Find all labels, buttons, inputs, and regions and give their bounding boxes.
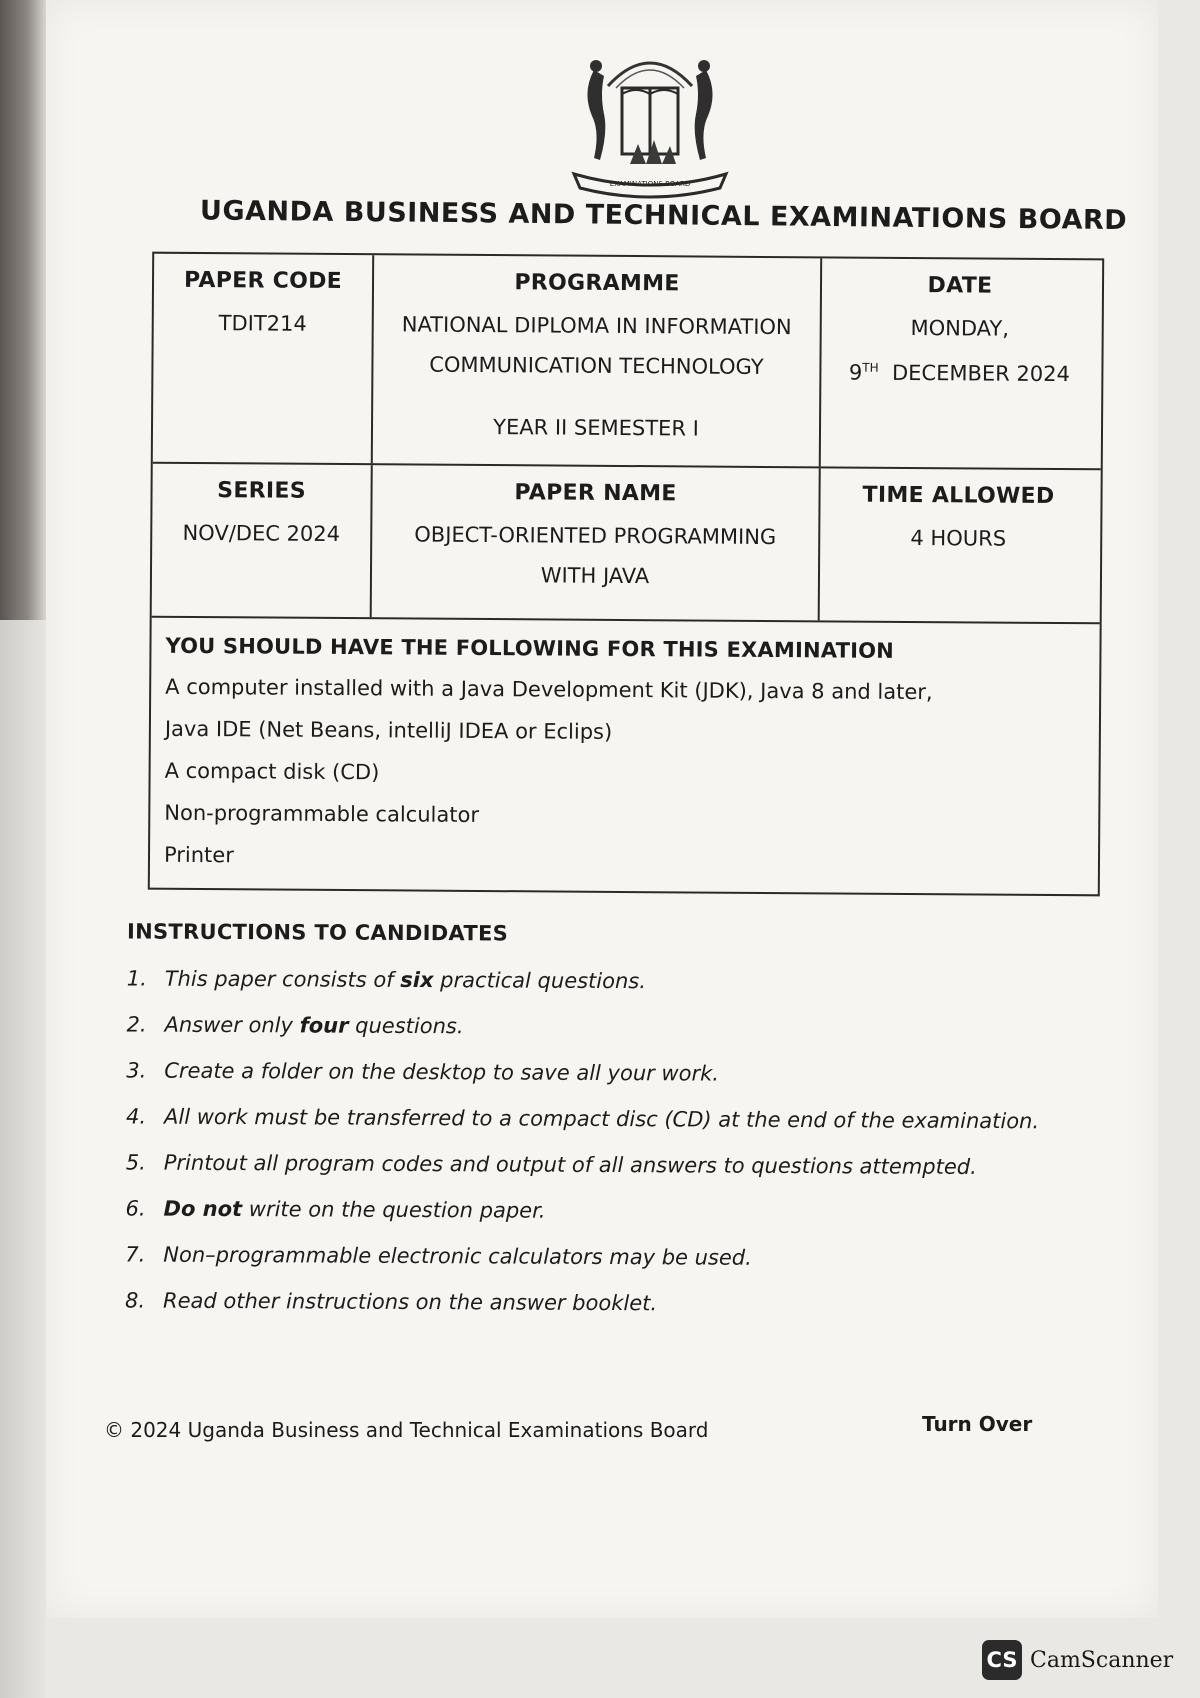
table-row-requirements xyxy=(150,618,1100,895)
series-label: SERIES xyxy=(217,478,307,504)
instruction-item: 6. Do not write on the question paper. xyxy=(125,1196,546,1223)
paper-code-label: PAPER CODE xyxy=(183,267,343,295)
paper-name-cell xyxy=(372,465,821,620)
date-weekday: MONDAY, xyxy=(910,315,1010,341)
date-value xyxy=(829,347,1089,394)
instruction-item: 1. This paper consists of six practical questions. xyxy=(126,966,646,994)
camscanner-watermark xyxy=(982,1640,1173,1680)
instructions-section xyxy=(125,919,1087,1328)
board-title: UGANDA BUSINESS AND TECHNICAL EXAMINATIONS BOARD xyxy=(199,195,1128,237)
programme-line-1: NATIONAL DIPLOMA IN INFORMATION xyxy=(401,312,792,340)
table-row-middle xyxy=(152,464,1101,625)
instruction-item: 5. Printout all program codes and output of all answers to questions attempted. xyxy=(125,1150,977,1179)
instructions-list xyxy=(125,955,1087,1328)
instruction-item: 7. Non–programmable electronic calculators may be used. xyxy=(125,1242,752,1270)
programme-line-2: COMMUNICATION TECHNOLOGY xyxy=(429,352,764,379)
scan-edge xyxy=(0,620,46,1698)
crest-banner-text: EXAMINATIONS BOARD xyxy=(609,180,691,188)
requirements-section xyxy=(150,618,947,894)
date-cell xyxy=(821,258,1098,468)
date-month-year: DECEMBER 2024 xyxy=(891,360,1070,387)
instruction-item: 8. Read other instructions on the answer booklet. xyxy=(125,1288,658,1316)
requirement-item: A compact disk (CD) xyxy=(164,758,380,785)
requirement-item: A computer installed with a Java Development Kit (JDK), Java 8 and later, xyxy=(165,674,933,705)
camscanner-logo-icon: CS xyxy=(982,1640,1022,1680)
programme-year-semester: YEAR II SEMESTER I xyxy=(493,415,699,441)
paper-code-cell xyxy=(153,254,374,464)
exam-details-table xyxy=(148,252,1104,897)
paper-name-label: PAPER NAME xyxy=(514,480,677,507)
table-row-top xyxy=(153,254,1102,471)
requirement-item: Java IDE (Net Beans, intelliJ IDEA or Eclips) xyxy=(164,716,613,744)
time-allowed-label: TIME ALLOWED xyxy=(862,482,1055,509)
instruction-item: 3. Create a folder on the desktop to save all your work. xyxy=(126,1058,720,1086)
instruction-item: 2. Answer only four questions. xyxy=(126,1012,464,1039)
instructions-title: INSTRUCTIONS TO CANDIDATES xyxy=(126,919,509,946)
paper-code-value: TDIT214 xyxy=(218,311,307,336)
date-day-suffix: TH xyxy=(862,360,879,375)
time-allowed-value: 4 HOURS xyxy=(910,525,1007,551)
camscanner-name: CamScanner xyxy=(1030,1647,1174,1673)
copyright-notice: © 2024 Uganda Business and Technical Examinations Board xyxy=(104,1418,709,1442)
ubteb-crest-emblem xyxy=(560,36,740,204)
instruction-item: 4. All work must be transferred to a compact disc (CD) at the end of the examination. xyxy=(125,1104,1040,1134)
requirements-title: YOU SHOULD HAVE THE FOLLOWING FOR THIS EXAMINATION xyxy=(165,633,895,663)
requirement-item: Printer xyxy=(163,842,234,868)
turn-over-label: Turn Over xyxy=(922,1412,1033,1436)
date-day: 9 xyxy=(848,360,863,385)
programme-cell xyxy=(373,255,822,466)
scan-edge-shadow xyxy=(0,0,46,620)
paper-name-line-1: OBJECT-ORIENTED PROGRAMMING xyxy=(414,522,777,550)
programme-label: PROGRAMME xyxy=(514,270,680,297)
series-cell xyxy=(152,464,373,618)
paper-name-line-2: WITH JAVA xyxy=(540,563,650,589)
requirement-item: Non-programmable calculator xyxy=(164,800,480,827)
date-label: DATE xyxy=(927,273,993,299)
series-value: NOV/DEC 2024 xyxy=(182,520,341,547)
time-allowed-cell xyxy=(820,468,1097,622)
